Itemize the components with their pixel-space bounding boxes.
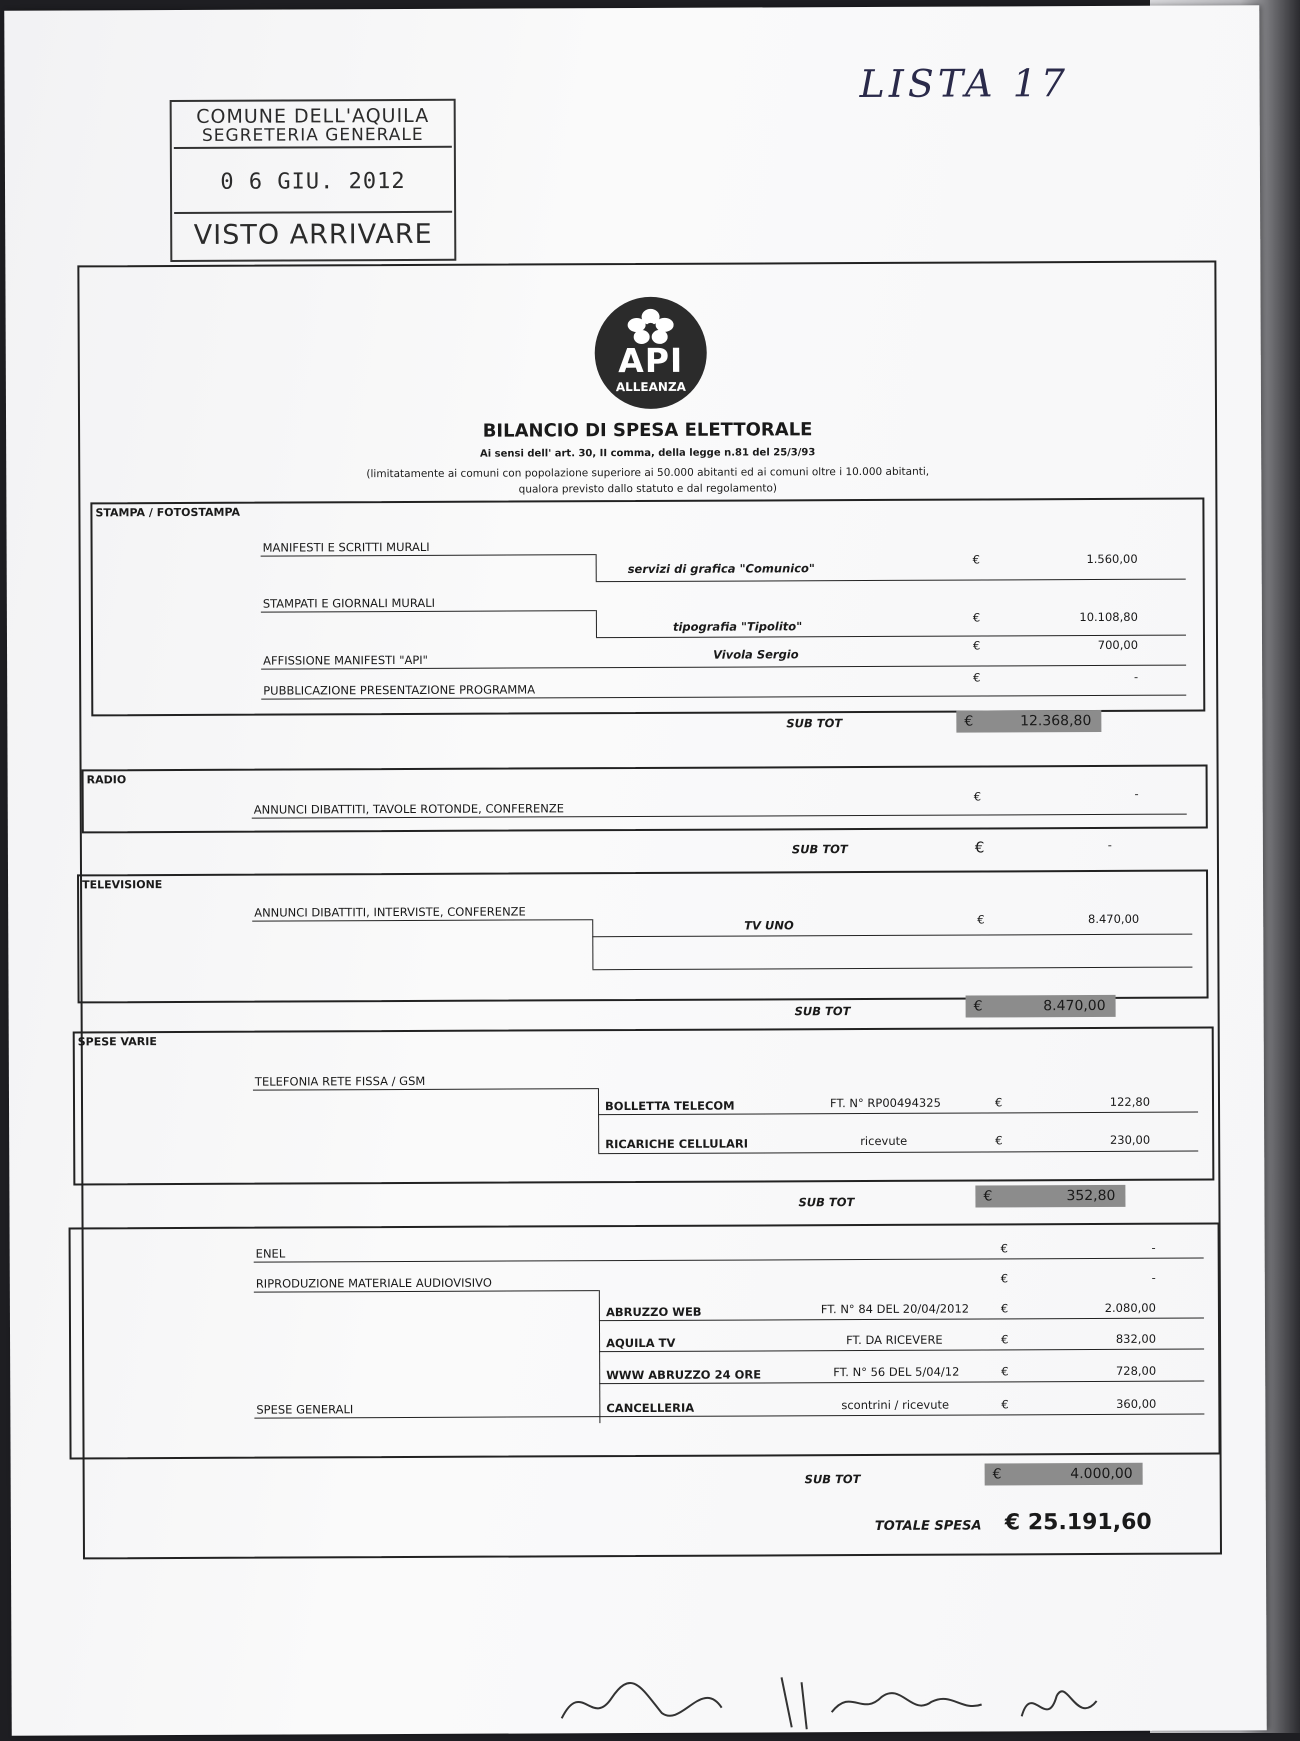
row-label: TELEFONIA RETE FISSA / GSM <box>254 1073 426 1089</box>
row-label: ENEL <box>255 1246 286 1261</box>
currency: € <box>1001 1364 1009 1379</box>
stamp-footer: VISTO ARRIVARE <box>193 218 433 251</box>
section-altre-spese <box>69 1222 1221 1459</box>
row-line <box>596 554 597 581</box>
row-label: ANNUNCI DIBATTITI, INTERVISTE, CONFERENZE <box>254 904 526 920</box>
subtot-box <box>966 995 1116 1018</box>
row-label: PUBBLICAZIONE PRESENTAZIONE PROGRAMMA <box>263 682 536 698</box>
row-line <box>253 1088 598 1091</box>
row-line <box>599 1290 601 1423</box>
subtot-label: SUB TOT <box>791 842 848 857</box>
subtot-label: SUB TOT <box>794 1004 851 1019</box>
currency: € <box>974 838 985 857</box>
section-title: RADIO <box>86 773 127 787</box>
currency: € <box>972 552 981 567</box>
row-label: STAMPATI E GIORNALI MURALI <box>262 595 436 611</box>
row-value: 8.470,00 <box>1087 911 1140 927</box>
handwritten-list-number: LISTA 17 <box>859 61 1070 107</box>
api-logo <box>594 297 706 409</box>
row-value: 360,00 <box>1116 1396 1157 1411</box>
row-vendor: BOLLETTA TELECOM <box>604 1098 735 1114</box>
currency: € <box>973 670 981 685</box>
row-line <box>592 934 1192 938</box>
currency: € <box>1000 1271 1009 1286</box>
row-label: SPESE GENERALI <box>256 1402 354 1417</box>
subtot-label: SUB TOT <box>804 1472 861 1487</box>
section-title: TELEVISIONE <box>82 878 163 892</box>
row-value: - <box>1151 1240 1156 1255</box>
row-line <box>254 1258 1204 1263</box>
row-line <box>599 1349 1204 1353</box>
stamp-divider <box>174 211 452 214</box>
section-stampa <box>90 498 1205 717</box>
currency: € <box>983 1188 993 1205</box>
currency: € <box>1001 1397 1009 1412</box>
currency: € <box>973 998 983 1015</box>
row-value: 832,00 <box>1115 1331 1157 1346</box>
logo-text: API <box>618 340 684 381</box>
subtot-value: 12.368,80 <box>1020 713 1092 730</box>
currency: € <box>977 912 985 927</box>
form-title: BILANCIO DI SPESA ELETTORALE <box>482 419 813 442</box>
row-label: RIPRODUZIONE MATERIALE AUDIOVISIVO <box>255 1275 492 1291</box>
row-reference: FT. N° 56 DEL 5/04/12 <box>833 1364 960 1380</box>
row-value: 10.108,80 <box>1079 609 1138 625</box>
row-line <box>261 554 596 556</box>
row-value: 700,00 <box>1097 637 1139 652</box>
subtot-value: 4.000,00 <box>1070 1465 1133 1483</box>
subtot-label: SUB TOT <box>798 1195 855 1210</box>
currency: € <box>995 1133 1003 1148</box>
total-value: € 25.191,60 <box>1004 1509 1152 1536</box>
row-vendor: WWW ABRUZZO 24 ORE <box>606 1367 762 1383</box>
handwritten-signature <box>551 1656 1111 1738</box>
row-value: 1.560,00 <box>1086 551 1138 567</box>
row-value: 728,00 <box>1115 1363 1157 1378</box>
form-subtitle: Ai sensi dell' art. 30, II comma, della legge n.81 del 25/3/93 <box>480 447 816 460</box>
row-vendor: RICARICHE CELLULARI <box>605 1136 749 1152</box>
row-value: - <box>1151 1270 1156 1285</box>
row-value: - <box>1133 669 1139 684</box>
section-televisione <box>77 870 1209 1004</box>
total-label: TOTALE SPESA <box>874 1518 982 1534</box>
row-line <box>261 610 596 612</box>
subtot-box <box>985 1463 1143 1486</box>
form-note <box>80 462 1215 499</box>
row-vendor: AQUILA TV <box>606 1335 676 1351</box>
subtot-label: SUB TOT <box>786 716 843 731</box>
currency: € <box>1000 1241 1009 1256</box>
row-value: 2.080,00 <box>1104 1300 1156 1315</box>
row-detail: tipografia "Tipolito" <box>672 619 803 634</box>
currency: € <box>992 1466 1002 1483</box>
currency: € <box>1000 1301 1009 1316</box>
row-reference: scontrini / ricevute <box>841 1397 950 1413</box>
row-line <box>596 610 597 637</box>
stamp-divider <box>174 146 452 149</box>
section-spese-varie <box>73 1026 1215 1185</box>
row-vendor: ABRUZZO WEB <box>605 1304 702 1320</box>
currency: € <box>972 610 981 625</box>
subtot-box <box>956 710 1101 733</box>
section-title: SPESE VARIE <box>77 1035 157 1049</box>
row-detail: Vivola Sergio <box>713 647 799 662</box>
currency: € <box>973 789 982 804</box>
subtot-value: 352,80 <box>1066 1187 1116 1205</box>
document-page <box>4 5 1267 1735</box>
section-radio <box>82 765 1208 834</box>
row-line <box>252 919 592 921</box>
expense-form <box>77 260 1222 1559</box>
stamp-line-1: COMUNE DELL'AQUILA <box>196 104 430 128</box>
row-reference: FT. DA RICEVERE <box>846 1332 943 1348</box>
row-vendor: CANCELLERIA <box>606 1400 695 1416</box>
section-title: STAMPA / FOTOSTAMPA <box>95 505 241 520</box>
subtot-box <box>975 1185 1125 1208</box>
currency: € <box>994 1095 1003 1110</box>
row-line <box>598 1088 599 1153</box>
row-label: AFFISSIONE MANIFESTI "API" <box>263 652 428 668</box>
row-label: MANIFESTI E SCRITTI MURALI <box>262 539 430 555</box>
row-line <box>592 967 1192 971</box>
row-line <box>254 1290 599 1293</box>
currency: € <box>1001 1332 1009 1347</box>
row-detail: TV UNO <box>744 918 794 933</box>
row-value: 230,00 <box>1109 1132 1151 1147</box>
stamp-date: 0 6 GIU. 2012 <box>220 168 406 195</box>
row-value: - <box>1134 786 1139 801</box>
row-detail: servizi di grafica "Comunico" <box>627 561 815 577</box>
logo-subtext: ALLEANZA <box>615 379 686 395</box>
currency: € <box>964 713 974 730</box>
subtot-value: - <box>1107 837 1112 852</box>
row-value: 122,80 <box>1109 1094 1151 1109</box>
stamp-line-2: SEGRETERIA GENERALE <box>201 124 424 146</box>
row-line <box>254 1414 1204 1419</box>
row-label: ANNUNCI DIBATTITI, TAVOLE ROTONDE, CONFERENZE <box>253 801 565 817</box>
currency: € <box>972 638 981 653</box>
received-stamp <box>170 99 457 262</box>
row-line <box>598 1151 1198 1155</box>
subtot-value: 8.470,00 <box>1043 997 1106 1015</box>
row-reference: ricevute <box>860 1133 908 1149</box>
row-reference: FT. N° RP00494325 <box>829 1095 941 1111</box>
form-note-line-2: qualora previsto dallo statuto e dal regolamento) <box>518 482 778 496</box>
row-line <box>596 579 1186 583</box>
form-note-line-1: (limitatamente ai comuni con popolazione superiore ai 50.000 abitanti ed ai comuni oltre i 10.000 abitanti, <box>366 465 930 481</box>
row-reference: FT. N° 84 DEL 20/04/2012 <box>820 1301 970 1317</box>
row-line <box>592 919 593 969</box>
